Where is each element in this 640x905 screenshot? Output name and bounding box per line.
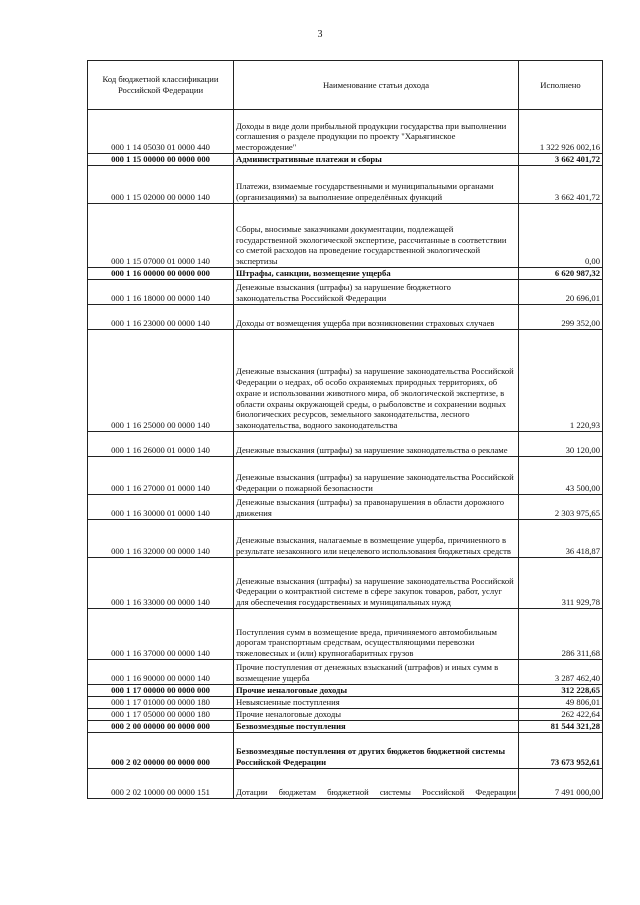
table-row <box>88 685 603 697</box>
row-name: Безвозмездные поступления <box>234 721 519 733</box>
row-amount: 0,00 <box>519 204 603 268</box>
table-header-row <box>88 61 603 110</box>
row-code: 000 1 16 25000 00 0000 140 <box>88 330 234 432</box>
row-code: 000 2 02 10000 00 0000 151 <box>88 769 234 799</box>
row-code: 000 1 14 05030 01 0000 440 <box>88 110 234 154</box>
row-amount: 3 662 401,72 <box>519 154 603 166</box>
row-code: 000 1 17 00000 00 0000 000 <box>88 685 234 697</box>
row-amount: 3 287 462,40 <box>519 660 603 685</box>
row-name: Денежные взыскания, налагаемые в возмещение ущерба, причиненного в результате незаконного или нецелевого использования бюджетных средств <box>234 520 519 558</box>
row-code: 000 2 00 00000 00 0000 000 <box>88 721 234 733</box>
row-code: 000 1 16 00000 00 0000 000 <box>88 268 234 280</box>
budget-revenue-table <box>87 60 603 799</box>
table-row <box>88 330 603 432</box>
row-amount: 49 806,01 <box>519 697 603 709</box>
header-name: Наименование статьи дохода <box>234 61 519 110</box>
row-name: Доходы от возмещения ущерба при возникновении страховых случаев <box>234 305 519 330</box>
row-amount: 286 311,68 <box>519 609 603 660</box>
row-code: 000 1 15 07000 01 0000 140 <box>88 204 234 268</box>
row-name: Доходы в виде доли прибыльной продукции государства при выполнении соглашения о разделе продукции по проекту "Харьягинское месторождение" <box>234 110 519 154</box>
table-row <box>88 495 603 520</box>
row-name: Безвозмездные поступления от других бюджетов бюджетной системы Российской Федерации <box>234 733 519 769</box>
row-code: 000 1 16 18000 00 0000 140 <box>88 280 234 305</box>
row-name: Прочие неналоговые доходы <box>234 709 519 721</box>
table-row <box>88 769 603 799</box>
table-row <box>88 268 603 280</box>
row-name: Прочие неналоговые доходы <box>234 685 519 697</box>
row-code: 000 1 16 26000 01 0000 140 <box>88 432 234 457</box>
table-row <box>88 721 603 733</box>
row-amount: 262 422,64 <box>519 709 603 721</box>
row-name: Дотации бюджетам бюджетной системы Российской Федерации <box>234 769 519 799</box>
row-amount: 6 620 987,32 <box>519 268 603 280</box>
row-name: Прочие поступления от денежных взысканий (штрафов) и иных сумм в возмещение ущерба <box>234 660 519 685</box>
table-row <box>88 520 603 558</box>
row-code: 000 1 16 23000 00 0000 140 <box>88 305 234 330</box>
row-amount: 1 220,93 <box>519 330 603 432</box>
row-amount: 3 662 401,72 <box>519 166 603 204</box>
row-amount: 43 500,00 <box>519 457 603 495</box>
table-row <box>88 305 603 330</box>
row-amount: 312 228,65 <box>519 685 603 697</box>
table-row <box>88 280 603 305</box>
row-code: 000 1 16 90000 00 0000 140 <box>88 660 234 685</box>
row-amount: 1 322 926 002,16 <box>519 110 603 154</box>
row-amount: 299 352,00 <box>519 305 603 330</box>
row-code: 000 1 16 30000 01 0000 140 <box>88 495 234 520</box>
row-amount: 36 418,87 <box>519 520 603 558</box>
table-row <box>88 110 603 154</box>
row-code: 000 1 16 37000 00 0000 140 <box>88 609 234 660</box>
row-name: Денежные взыскания (штрафы) за нарушение законодательства Российской Федерации о контрактной системе в сфере закупок товаров, работ, услуг для обеспечения государственных и муниципальных нужд <box>234 558 519 609</box>
header-amount: Исполнено <box>519 61 603 110</box>
row-name: Поступления сумм в возмещение вреда, причиняемого автомобильным дорогам транспортным средствам, осуществляющими перевозки тяжеловесных и (или) крупногабаритных грузов <box>234 609 519 660</box>
row-amount: 81 544 321,28 <box>519 721 603 733</box>
table-row <box>88 733 603 769</box>
table-row <box>88 609 603 660</box>
row-name: Денежные взыскания (штрафы) за нарушение законодательства Российской Федерации о пожарной безопасности <box>234 457 519 495</box>
row-amount: 7 491 000,00 <box>519 769 603 799</box>
table-row <box>88 432 603 457</box>
table-row <box>88 457 603 495</box>
row-code: 000 1 17 05000 00 0000 180 <box>88 709 234 721</box>
table-row <box>88 709 603 721</box>
row-code: 000 1 16 33000 00 0000 140 <box>88 558 234 609</box>
row-name: Денежные взыскания (штрафы) за правонарушения в области дорожного движения <box>234 495 519 520</box>
row-amount: 2 303 975,65 <box>519 495 603 520</box>
row-name: Невыясненные поступления <box>234 697 519 709</box>
row-code: 000 2 02 00000 00 0000 000 <box>88 733 234 769</box>
row-name: Штрафы, санкции, возмещение ущерба <box>234 268 519 280</box>
page-number: 3 <box>317 29 323 40</box>
row-amount: 20 696,01 <box>519 280 603 305</box>
table-row <box>88 154 603 166</box>
row-name: Сборы, вносимые заказчиками документации, подлежащей государственной экологической экспертизе, рассчитанные в соответствии со сметой расходов на проведение государственной экологической экспертизы <box>234 204 519 268</box>
row-amount: 311 929,78 <box>519 558 603 609</box>
row-code: 000 1 15 00000 00 0000 000 <box>88 154 234 166</box>
header-code: Код бюджетной классификации Российской Федерации <box>88 61 234 110</box>
row-amount: 30 120,00 <box>519 432 603 457</box>
table-row <box>88 660 603 685</box>
row-code: 000 1 16 27000 01 0000 140 <box>88 457 234 495</box>
row-name: Денежные взыскания (штрафы) за нарушение законодательства о рекламе <box>234 432 519 457</box>
row-name: Денежные взыскания (штрафы) за нарушение бюджетного законодательства Российской Федерации <box>234 280 519 305</box>
row-name: Административные платежи и сборы <box>234 154 519 166</box>
row-code: 000 1 15 02000 00 0000 140 <box>88 166 234 204</box>
row-amount: 73 673 952,61 <box>519 733 603 769</box>
table-row <box>88 166 603 204</box>
table-row <box>88 697 603 709</box>
row-code: 000 1 16 32000 00 0000 140 <box>88 520 234 558</box>
table-row <box>88 204 603 268</box>
row-name: Платежи, взимаемые государственными и муниципальными органами (организациями) за выполнение определённых функций <box>234 166 519 204</box>
table-row <box>88 558 603 609</box>
row-name: Денежные взыскания (штрафы) за нарушение законодательства Российской Федерации о недрах, об особо охраняемых природных территориях, об охране и использовании животного мира, об экологической экспертизе, в области охраны окружающей среды, о рыболовстве и сохранении водных биологических ресурсов, земельного законодательства, лесного законодательства, водного законодательства <box>234 330 519 432</box>
row-code: 000 1 17 01000 00 0000 180 <box>88 697 234 709</box>
